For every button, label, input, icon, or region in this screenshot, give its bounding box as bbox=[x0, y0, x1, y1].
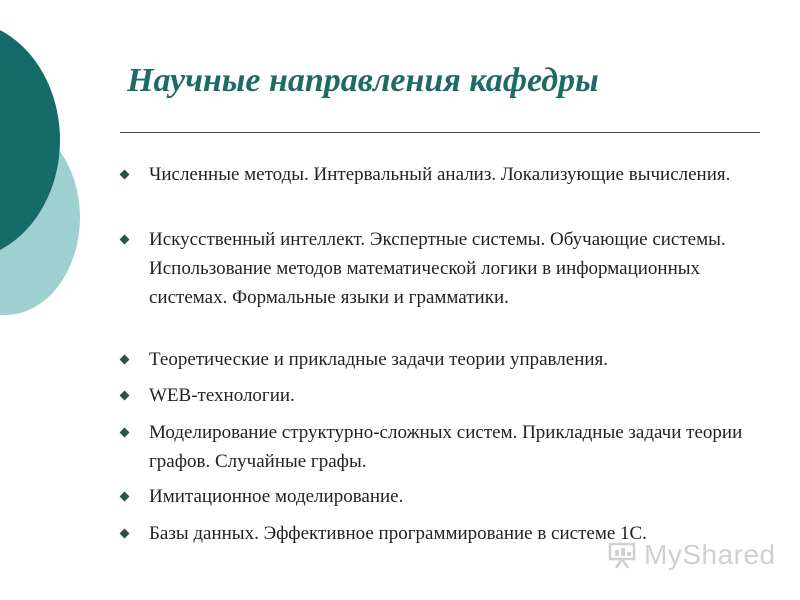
list-item: Теоретические и прикладные задачи теории управления. bbox=[149, 349, 609, 370]
bullet-diamond-icon bbox=[120, 170, 130, 180]
list-item: Моделирование структурно-сложных систем. Прикладные задачи теории графов. Случайные графы. bbox=[149, 422, 743, 472]
bullet-diamond-icon bbox=[120, 492, 130, 502]
bullet-diamond-icon bbox=[120, 428, 130, 438]
bullet-diamond-icon bbox=[120, 391, 130, 401]
watermark-text: MyShared bbox=[644, 539, 776, 570]
slide-title: Научные направления кафедры bbox=[127, 62, 599, 99]
bullet-diamond-icon bbox=[120, 355, 130, 365]
watermark bbox=[608, 538, 776, 572]
list-item: Численные методы. Интервальный анализ. Локализующие вычисления. bbox=[149, 164, 731, 185]
list-item: Имитационное моделирование. bbox=[149, 486, 404, 507]
title-divider bbox=[120, 132, 760, 133]
bullet-diamond-icon bbox=[120, 529, 130, 539]
list-item: WEB-технологии. bbox=[149, 385, 295, 406]
presentation-board-icon bbox=[608, 541, 638, 569]
bullet-diamond-icon bbox=[120, 235, 130, 245]
list-item: Базы данных. Эффективное программирование в системе 1С. bbox=[149, 523, 647, 544]
list-item: Искусственный интеллект. Экспертные системы. Обучающие системы. Использование методов математической логики в информационных системах. Формальные языки и грамматики. bbox=[149, 229, 726, 308]
